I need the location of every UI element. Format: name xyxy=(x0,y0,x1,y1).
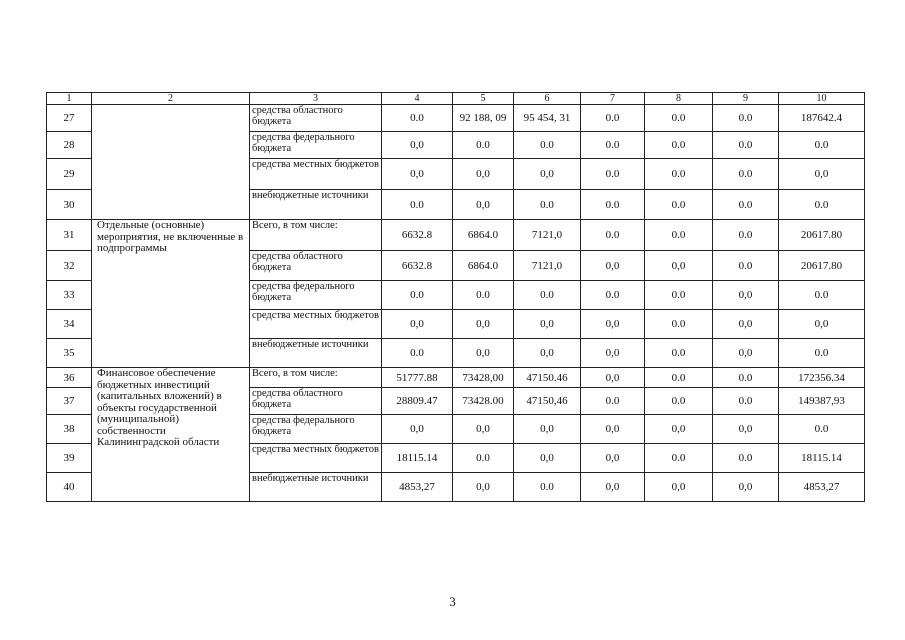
amount-cell: 6864.0 xyxy=(453,220,514,251)
amount-cell: 0,0 xyxy=(581,473,645,502)
amount-cell: 0,0 xyxy=(514,339,581,368)
amount-cell: 92 188, 09 xyxy=(453,105,514,132)
amount-cell: 0,0 xyxy=(713,281,779,310)
amount-cell: 0,0 xyxy=(645,473,713,502)
row-number: 40 xyxy=(47,473,92,502)
col-header: 7 xyxy=(581,93,645,105)
amount-cell: 6632.8 xyxy=(382,220,453,251)
amount-cell: 0.0 xyxy=(779,132,865,159)
amount-cell: 0,0 xyxy=(645,251,713,281)
amount-cell: 6632.8 xyxy=(382,251,453,281)
amount-cell: 0,0 xyxy=(382,132,453,159)
row-number: 34 xyxy=(47,310,92,339)
funding-source: средства областного бюджета xyxy=(250,105,382,132)
header-row xyxy=(47,93,865,105)
amount-cell: 0,0 xyxy=(453,473,514,502)
funding-source: средства местных бюджетов xyxy=(250,310,382,339)
amount-cell: 0,0 xyxy=(581,368,645,388)
amount-cell: 0.0 xyxy=(713,190,779,220)
amount-cell: 0.0 xyxy=(645,105,713,132)
amount-cell: 0.0 xyxy=(713,132,779,159)
col-header: 9 xyxy=(713,93,779,105)
amount-cell: 6864.0 xyxy=(453,251,514,281)
row-number: 30 xyxy=(47,190,92,220)
row-number: 31 xyxy=(47,220,92,251)
funding-source: средства федерального бюджета xyxy=(250,281,382,310)
amount-cell: 0.0 xyxy=(645,190,713,220)
amount-cell: 0.0 xyxy=(645,388,713,415)
amount-cell: 0.0 xyxy=(453,281,514,310)
row-number: 32 xyxy=(47,251,92,281)
amount-cell: 0.0 xyxy=(779,281,865,310)
amount-cell: 0.0 xyxy=(581,105,645,132)
amount-cell: 0.0 xyxy=(645,310,713,339)
amount-cell: 0.0 xyxy=(514,281,581,310)
amount-cell: 0.0 xyxy=(713,220,779,251)
funding-source: Всего, в том числе: xyxy=(250,368,382,388)
amount-cell: 0,0 xyxy=(713,415,779,444)
amount-cell: 0,0 xyxy=(382,415,453,444)
row-number: 35 xyxy=(47,339,92,368)
page-number: 3 xyxy=(449,594,456,609)
amount-cell: 0,0 xyxy=(581,415,645,444)
amount-cell: 0.0 xyxy=(645,444,713,473)
amount-cell: 0.0 xyxy=(645,132,713,159)
amount-cell: 0,0 xyxy=(453,310,514,339)
amount-cell: 0.0 xyxy=(453,132,514,159)
amount-cell: 0.0 xyxy=(581,281,645,310)
event-description: Отдельные (основные) мероприятия, не включенные в подпрограммы xyxy=(92,220,250,368)
event-description xyxy=(92,105,250,220)
amount-cell: 4853,27 xyxy=(779,473,865,502)
amount-cell: 187642.4 xyxy=(779,105,865,132)
row-number: 36 xyxy=(47,368,92,388)
funding-source: внебюджетные источники xyxy=(250,339,382,368)
amount-cell: 0.0 xyxy=(713,368,779,388)
row-number: 38 xyxy=(47,415,92,444)
funding-source: Всего, в том числе: xyxy=(250,220,382,251)
amount-cell: 73428.00 xyxy=(453,388,514,415)
col-header: 3 xyxy=(250,93,382,105)
amount-cell: 172356.34 xyxy=(779,368,865,388)
amount-cell: 0.0 xyxy=(779,415,865,444)
amount-cell: 28809.47 xyxy=(382,388,453,415)
amount-cell: 0.0 xyxy=(779,339,865,368)
amount-cell: 0.0 xyxy=(514,190,581,220)
amount-cell: 0.0 xyxy=(581,220,645,251)
amount-cell: 0,0 xyxy=(453,339,514,368)
col-header: 6 xyxy=(514,93,581,105)
amount-cell: 0,0 xyxy=(581,251,645,281)
amount-cell: 18115.14 xyxy=(779,444,865,473)
amount-cell: 0.0 xyxy=(713,159,779,190)
amount-cell: 47150.46 xyxy=(514,368,581,388)
funding-source: внебюджетные источники xyxy=(250,190,382,220)
amount-cell: 0.0 xyxy=(581,159,645,190)
amount-cell: 0.0 xyxy=(645,281,713,310)
amount-cell: 0,0 xyxy=(514,159,581,190)
amount-cell: 0,0 xyxy=(382,159,453,190)
budget-table xyxy=(46,92,865,502)
funding-source: средства федерального бюджета xyxy=(250,132,382,159)
amount-cell: 0.0 xyxy=(645,220,713,251)
amount-cell: 0,0 xyxy=(779,159,865,190)
funding-source: средства областного бюджета xyxy=(250,388,382,415)
amount-cell: 7121,0 xyxy=(514,220,581,251)
amount-cell: 0.0 xyxy=(382,281,453,310)
amount-cell: 0,0 xyxy=(514,444,581,473)
amount-cell: 20617.80 xyxy=(779,220,865,251)
amount-cell: 0.0 xyxy=(581,190,645,220)
row-number: 27 xyxy=(47,105,92,132)
row-number: 29 xyxy=(47,159,92,190)
funding-source: средства местных бюджетов xyxy=(250,159,382,190)
amount-cell: 0,0 xyxy=(514,415,581,444)
amount-cell: 0,0 xyxy=(382,310,453,339)
amount-cell: 0.0 xyxy=(713,444,779,473)
amount-cell: 0,0 xyxy=(581,310,645,339)
amount-cell: 0.0 xyxy=(581,132,645,159)
amount-cell: 0,0 xyxy=(713,339,779,368)
amount-cell: 18115.14 xyxy=(382,444,453,473)
funding-source: средства областного бюджета xyxy=(250,251,382,281)
amount-cell: 0.0 xyxy=(382,339,453,368)
col-header: 1 xyxy=(47,93,92,105)
amount-cell: 20617.80 xyxy=(779,251,865,281)
amount-cell: 0.0 xyxy=(581,388,645,415)
amount-cell: 0.0 xyxy=(713,388,779,415)
col-header: 4 xyxy=(382,93,453,105)
table-row xyxy=(47,105,865,132)
amount-cell: 0.0 xyxy=(713,105,779,132)
amount-cell: 0,0 xyxy=(453,415,514,444)
amount-cell: 0.0 xyxy=(514,473,581,502)
table-row xyxy=(47,220,865,251)
funding-source: средства местных бюджетов xyxy=(250,444,382,473)
amount-cell: 4853,27 xyxy=(382,473,453,502)
amount-cell: 0.0 xyxy=(514,132,581,159)
col-header: 8 xyxy=(645,93,713,105)
amount-cell: 0,0 xyxy=(581,444,645,473)
funding-source: внебюджетные источники xyxy=(250,473,382,502)
table-row xyxy=(47,368,865,388)
amount-cell: 95 454, 31 xyxy=(514,105,581,132)
amount-cell: 0,0 xyxy=(713,310,779,339)
amount-cell: 0,0 xyxy=(453,190,514,220)
amount-cell: 0.0 xyxy=(645,159,713,190)
col-header: 2 xyxy=(92,93,250,105)
col-header: 5 xyxy=(453,93,514,105)
row-number: 28 xyxy=(47,132,92,159)
amount-cell: 0,0 xyxy=(514,310,581,339)
amount-cell: 0.0 xyxy=(382,105,453,132)
event-description: Финансовое обеспечение бюджетных инвестиций (капитальных вложений) в объекты государственной (муниципальной) собственности Калининградской области xyxy=(92,368,250,502)
amount-cell: 0,0 xyxy=(779,310,865,339)
amount-cell: 73428,00 xyxy=(453,368,514,388)
amount-cell: 0.0 xyxy=(713,251,779,281)
amount-cell: 0.0 xyxy=(645,368,713,388)
amount-cell: 0.0 xyxy=(453,444,514,473)
row-number: 37 xyxy=(47,388,92,415)
amount-cell: 0.0 xyxy=(382,190,453,220)
amount-cell: 0.0 xyxy=(645,339,713,368)
amount-cell: 0.0 xyxy=(779,190,865,220)
amount-cell: 0,0 xyxy=(453,159,514,190)
amount-cell: 149387,93 xyxy=(779,388,865,415)
amount-cell: 0,0 xyxy=(713,473,779,502)
row-number: 39 xyxy=(47,444,92,473)
row-number: 33 xyxy=(47,281,92,310)
amount-cell: 0,0 xyxy=(645,415,713,444)
amount-cell: 7121,0 xyxy=(514,251,581,281)
amount-cell: 0,0 xyxy=(581,339,645,368)
amount-cell: 47150,46 xyxy=(514,388,581,415)
amount-cell: 51777.88 xyxy=(382,368,453,388)
col-header: 10 xyxy=(779,93,865,105)
funding-source: средства федерального бюджета xyxy=(250,415,382,444)
